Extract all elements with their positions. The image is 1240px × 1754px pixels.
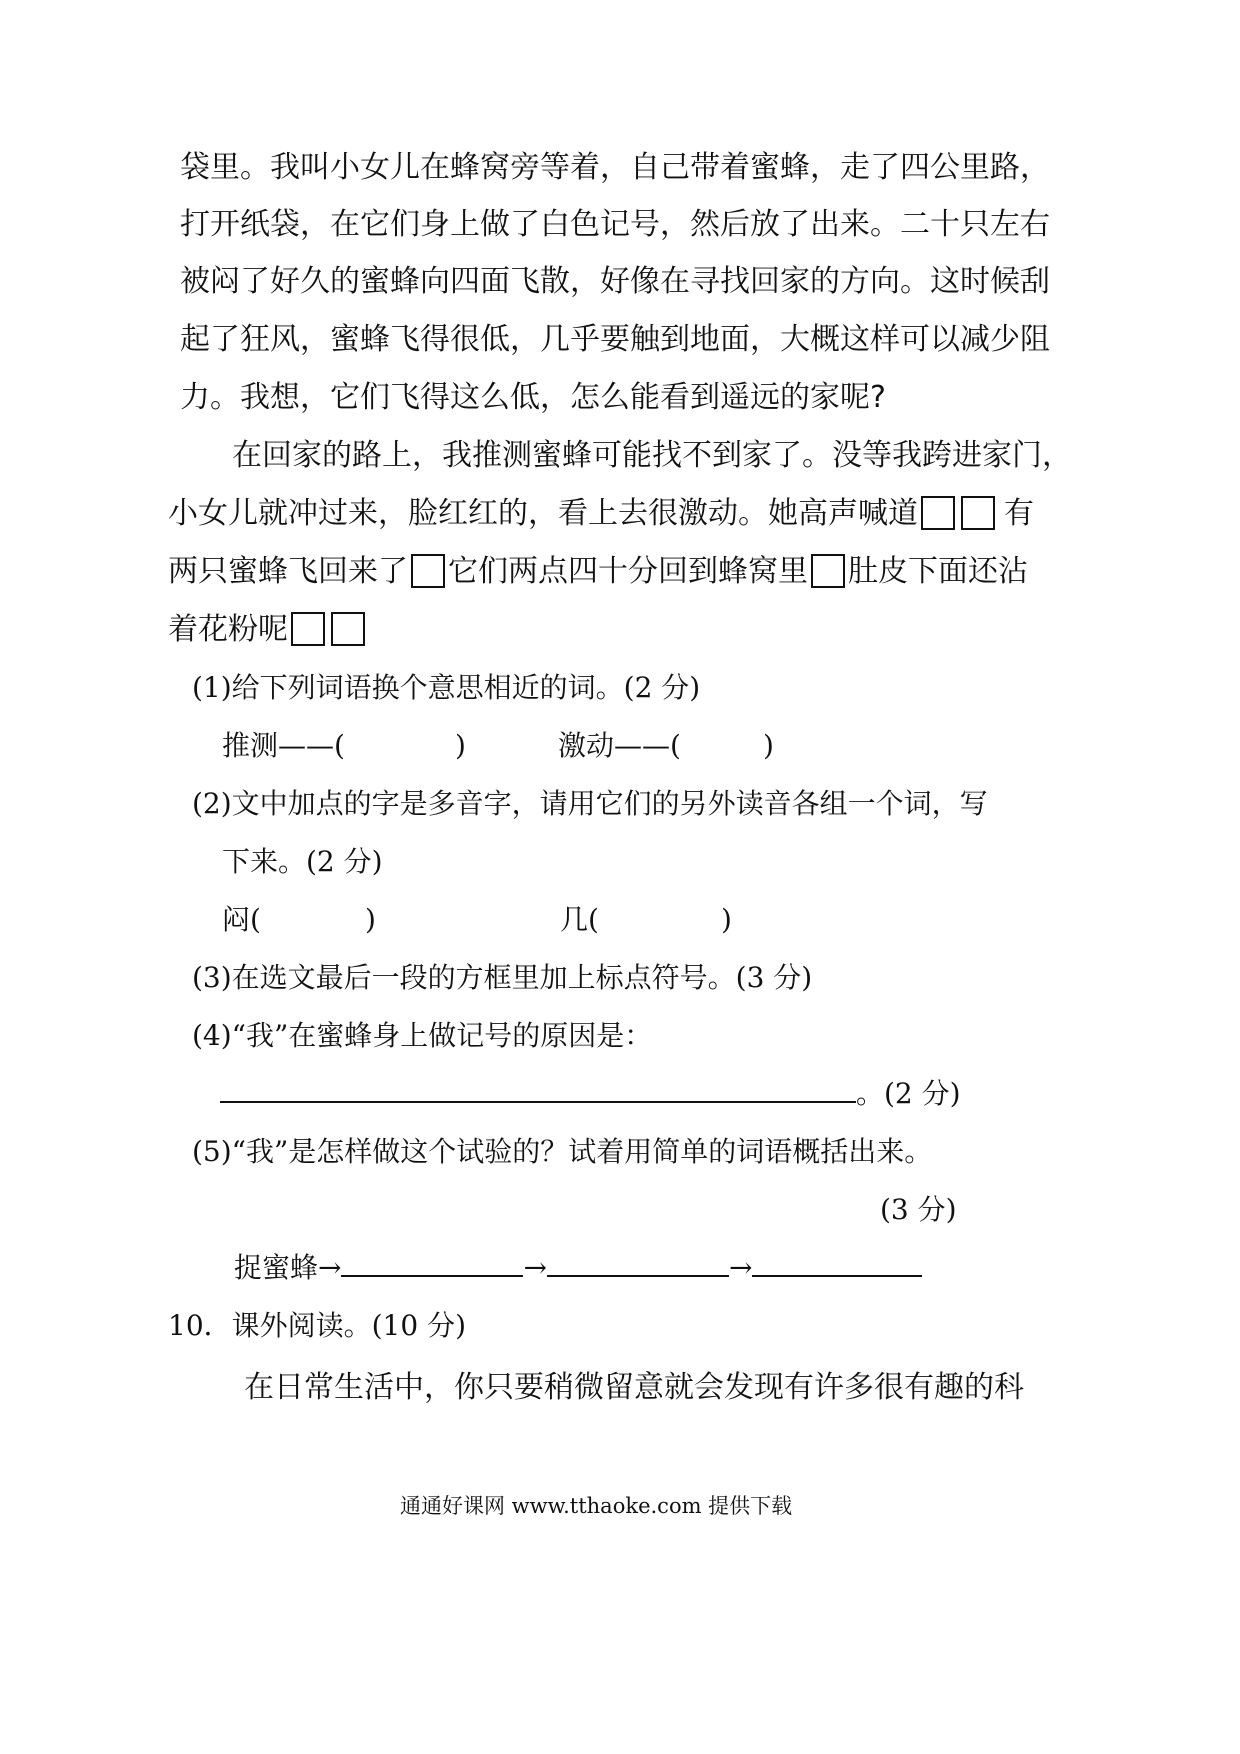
question-5-flow xyxy=(234,1248,922,1288)
passage-line-8 xyxy=(168,552,1028,592)
punctuation-box[interactable] xyxy=(811,554,845,588)
flow-arrow: → xyxy=(728,1251,753,1284)
section-10-line-1: 在日常生活中，你只要稍微留意就会发现有许多很有趣的科 xyxy=(244,1370,1024,1405)
punctuation-box[interactable] xyxy=(411,554,445,588)
passage-line-1: 袋里。我叫小女儿在蜂窝旁等着，自己带着蜜蜂，走了四公里路， xyxy=(180,150,1050,185)
punctuation-box[interactable] xyxy=(921,496,955,530)
question-4: (4)“我”在蜜蜂身上做记号的原因是： xyxy=(192,1019,653,1052)
word-2-close: ) xyxy=(762,729,774,762)
answer-blank[interactable] xyxy=(220,1075,856,1103)
passage-line-8-b: 它们两点四十分回到蜂窝里 xyxy=(448,554,808,589)
word-1-close: ) xyxy=(364,903,376,936)
passage-line-5: 力。我想，它们飞得这么低，怎么能看到遥远的家呢? xyxy=(180,380,886,415)
punctuation-box[interactable] xyxy=(291,612,325,646)
passage-line-4: 起了狂风，蜜蜂飞得很低，几乎要触到地面，大概这样可以减少阻 xyxy=(180,322,1050,357)
question-2: (2)文中加点的字是多音字，请用它们的另外读音各组一个词，写 xyxy=(192,787,988,820)
question-3: (3)在选文最后一段的方框里加上标点符号。(3 分) xyxy=(192,961,813,994)
question-1-word-1 xyxy=(222,726,466,766)
punctuation-box[interactable] xyxy=(331,612,365,646)
passage-line-6: 在回家的路上，我推测蜜蜂可能找不到家了。没等我跨进家门， xyxy=(232,438,1072,473)
question-2-word-1 xyxy=(222,900,376,940)
passage-line-2: 打开纸袋，在它们身上做了白色记号，然后放了出来。二十只左右 xyxy=(180,207,1050,242)
question-1: (1)给下列词语换个意思相近的词。(2 分) xyxy=(192,671,701,704)
word-2-label: 几( xyxy=(560,903,599,936)
flow-arrow: → xyxy=(523,1251,547,1284)
answer-blank[interactable] xyxy=(341,1249,523,1277)
word-1-label: 闷( xyxy=(222,903,261,936)
question-2-word-2 xyxy=(560,900,732,940)
footer-source: 通通好课网 www.tthaoke.com 提供下载 xyxy=(400,1494,793,1518)
passage-line-8-a: 两只蜜蜂飞回来了 xyxy=(168,554,408,589)
word-2-close: ) xyxy=(720,903,732,936)
passage-line-9-text: 着花粉呢 xyxy=(168,612,288,647)
passage-line-7-text: 小女儿就冲过来，脸红红的，看上去很激动。她高声喊道 xyxy=(168,496,918,531)
answer-blank[interactable] xyxy=(752,1249,922,1277)
answer-blank[interactable] xyxy=(547,1249,729,1277)
question-4-answer-line xyxy=(220,1074,961,1114)
question-2-continued: 下来。(2 分) xyxy=(222,845,383,878)
section-10-title: 10．课外阅读。(10 分) xyxy=(168,1309,467,1342)
question-5: (5)“我”是怎样做这个试验的？试着用简单的词语概括出来。 xyxy=(192,1135,933,1168)
question-4-score: 。(2 分) xyxy=(856,1077,961,1110)
question-1-word-2 xyxy=(558,726,774,766)
punctuation-box[interactable] xyxy=(961,496,995,530)
passage-line-3: 被闷了好久的蜜蜂向四面飞散，好像在寻找回家的方向。这时候刮 xyxy=(180,264,1050,299)
passage-line-8-c: 肚皮下面还沾 xyxy=(848,554,1028,589)
passage-line-7-end: 有 xyxy=(1004,496,1034,531)
word-1-label: 推测——( xyxy=(222,729,345,762)
passage-line-7 xyxy=(168,494,1034,534)
question-5-score: (3 分) xyxy=(880,1193,957,1226)
passage-line-9 xyxy=(168,610,368,650)
flow-start: 捉蜜蜂→ xyxy=(234,1251,342,1284)
word-1-close: ) xyxy=(454,729,466,762)
word-2-label: 激动——( xyxy=(558,729,681,762)
